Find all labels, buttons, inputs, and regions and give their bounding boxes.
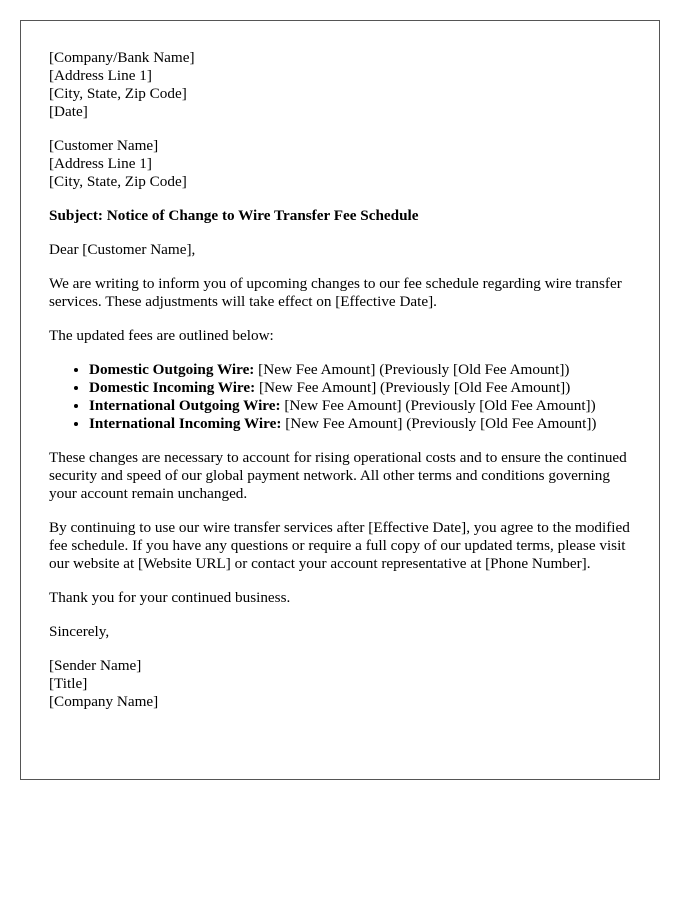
sender-title: [Title] bbox=[49, 675, 88, 692]
signature-company: [Company Name] bbox=[49, 693, 159, 710]
letter-body bbox=[49, 49, 639, 711]
subject-line: Subject: Notice of Change to Wire Transfer Fee Schedule bbox=[49, 207, 419, 224]
recipient-address-block bbox=[49, 137, 639, 191]
sender-address-block bbox=[49, 49, 639, 121]
fee-item bbox=[89, 379, 639, 397]
agreement-paragraph: By continuing to use our wire transfer services after [Effective Date], you agree to the modified fee schedule. If you have any questions or require a full copy of our updated terms, please visit our website at [Website URL] or contact your account representative at [Phone Number]. bbox=[49, 519, 630, 572]
fee-list bbox=[49, 361, 639, 433]
fee-label: International Outgoing Wire: bbox=[89, 397, 281, 414]
sender-name: [Sender Name] bbox=[49, 657, 142, 674]
fee-label: Domestic Outgoing Wire: bbox=[89, 361, 255, 378]
recipient-name: [Customer Name] bbox=[49, 137, 159, 154]
recipient-city-state-zip: [City, State, Zip Code] bbox=[49, 173, 187, 190]
sender-city-state-zip: [City, State, Zip Code] bbox=[49, 85, 187, 102]
fee-label: Domestic Incoming Wire: bbox=[89, 379, 256, 396]
fee-item bbox=[89, 361, 639, 379]
fee-detail: [New Fee Amount] (Previously [Old Fee Amount]) bbox=[255, 379, 571, 396]
thanks-line: Thank you for your continued business. bbox=[49, 589, 291, 606]
fee-item bbox=[89, 415, 639, 433]
salutation: Dear [Customer Name], bbox=[49, 241, 196, 258]
sender-address-line1: [Address Line 1] bbox=[49, 67, 152, 84]
signature-block bbox=[49, 657, 639, 711]
letter-date: [Date] bbox=[49, 103, 88, 120]
fee-label: International Incoming Wire: bbox=[89, 415, 282, 432]
letter-page bbox=[20, 20, 660, 780]
recipient-address-line1: [Address Line 1] bbox=[49, 155, 152, 172]
fee-detail: [New Fee Amount] (Previously [Old Fee Amount]) bbox=[254, 361, 570, 378]
reason-paragraph: These changes are necessary to account for rising operational costs and to ensure the continued security and speed of our global payment network. All other terms and conditions governing your account remain unchanged. bbox=[49, 449, 627, 502]
fees-intro: The updated fees are outlined below: bbox=[49, 327, 274, 344]
fee-detail: [New Fee Amount] (Previously [Old Fee Amount]) bbox=[281, 415, 597, 432]
sender-company: [Company/Bank Name] bbox=[49, 49, 195, 66]
fee-item bbox=[89, 397, 639, 415]
closing-line: Sincerely, bbox=[49, 623, 110, 640]
fee-detail: [New Fee Amount] (Previously [Old Fee Amount]) bbox=[280, 397, 596, 414]
intro-paragraph: We are writing to inform you of upcoming changes to our fee schedule regarding wire transfer services. These adjustments will take effect on [Effective Date]. bbox=[49, 275, 622, 310]
